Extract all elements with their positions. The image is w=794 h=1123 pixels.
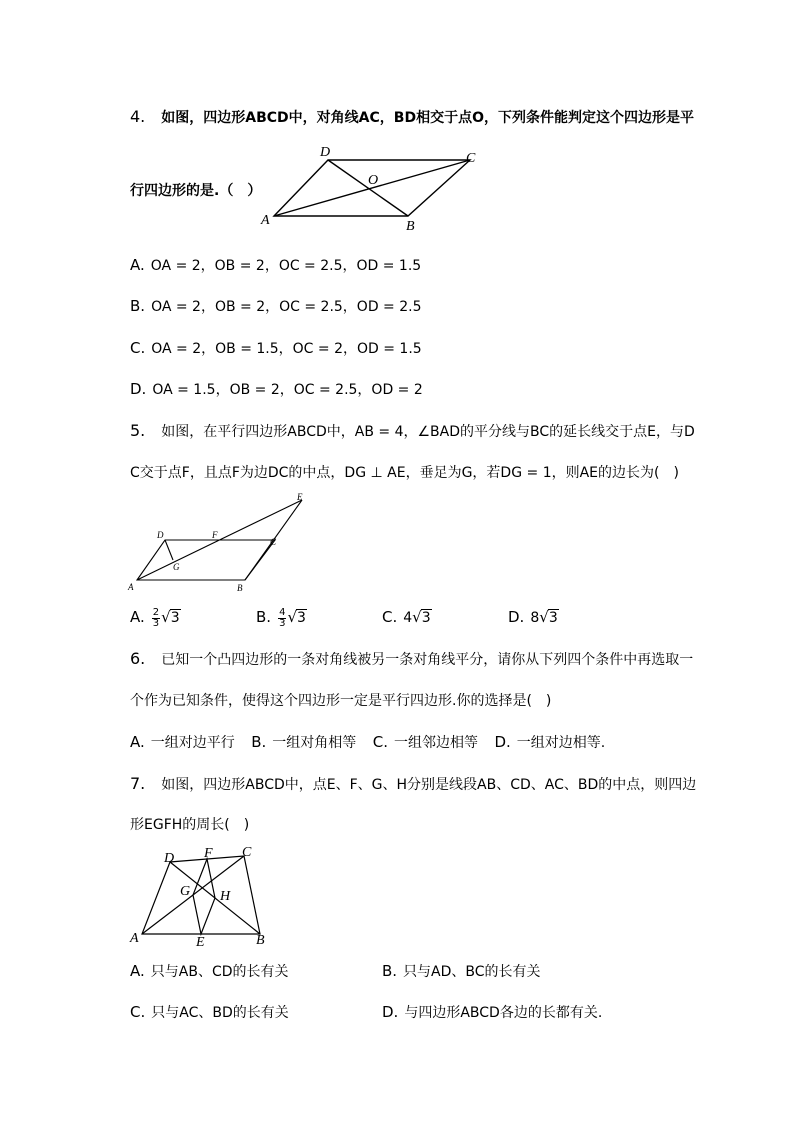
q7-option-c — [130, 1003, 289, 1022]
q4-label-B: B — [406, 219, 415, 234]
q4-stem-line1 — [130, 108, 694, 127]
q7-option-a-letter: A. — [130, 962, 145, 980]
q7-label-E: E — [196, 935, 205, 950]
q5-option-c-letter: C. — [382, 608, 398, 626]
q4-option-d — [130, 380, 423, 399]
q7-stem-line1 — [130, 775, 696, 794]
q5-text-2: C交于点F，且点F为边DC的中点，DG ⊥ AE，垂足为G，若DG = 1，则AE的边长为( ) — [130, 465, 679, 481]
q6-option-b-letter: B. — [251, 733, 267, 751]
q5-label-B: B — [237, 583, 243, 593]
q4-text-2: 行四边形的是.（ ） — [130, 183, 262, 199]
q7-label-A: A — [130, 931, 139, 946]
q6-option-a-letter: A. — [130, 733, 145, 751]
q7-label-C: C — [242, 845, 252, 860]
q4-text-1: 如图，四边形ABCD中，对角线AC，BD相交于点O，下列条件能判定这个四边形是平 — [161, 110, 694, 126]
q6-options-row — [130, 733, 605, 752]
q4-parallelogram-figure — [258, 144, 488, 234]
q4-diagonal-AC — [274, 160, 470, 216]
q5-option-d-radical-sign: √ — [539, 608, 549, 626]
q5-option-a — [130, 604, 181, 630]
q7-option-d-letter: D. — [382, 1003, 399, 1021]
q5-line-AE — [137, 500, 302, 580]
q7-option-c-letter: C. — [130, 1003, 146, 1021]
q7-quadrilateral-ABCD — [142, 856, 260, 934]
q4-option-c-letter: C. — [130, 339, 146, 357]
q4-option-c-text: OA = 2，OB = 1.5，OC = 2，OD = 1.5 — [151, 341, 422, 357]
q4-option-a-letter: A. — [130, 256, 145, 274]
q5-label-C: C — [270, 537, 277, 547]
q5-option-a-radical-sign: √ — [161, 608, 171, 626]
q6-option-c-text: 一组邻边相等 — [393, 735, 478, 751]
q4-option-a — [130, 256, 421, 275]
q4-stem-line2 — [130, 182, 261, 200]
q5-label-E: E — [297, 492, 303, 502]
q5-label-F: F — [212, 530, 218, 540]
q5-option-c-radicand: 3 — [421, 610, 431, 626]
q5-option-d-radicand: 3 — [548, 610, 558, 626]
q6-option-a-text: 一组对边平行 — [150, 735, 235, 751]
q4-number: 4. — [130, 107, 146, 126]
q7-option-d — [382, 1003, 602, 1022]
q6-option-d-letter: D. — [494, 733, 511, 751]
q5-stem-line2 — [130, 464, 679, 482]
q7-quadrilateral-figure — [126, 842, 281, 950]
q5-label-D: D — [157, 530, 164, 540]
q5-stem-line1 — [130, 422, 695, 441]
q7-quadrilateral-EGFH — [193, 859, 215, 934]
q6-number: 6. — [130, 649, 146, 668]
q5-number: 5. — [130, 421, 146, 440]
q5-option-c-radical-sign: √ — [412, 608, 422, 626]
q7-text-1: 如图，四边形ABCD中，点E、F、G、H分别是线段AB、CD、AC、BD的中点，则四边 — [161, 777, 697, 793]
q5-option-d-letter: D. — [508, 608, 525, 626]
q5-label-A: A — [128, 582, 134, 592]
q7-option-b — [382, 962, 541, 981]
q7-option-c-text: 只与AC、BD的长有关 — [151, 1005, 289, 1021]
q5-option-a-fraction — [152, 608, 160, 629]
q5-option-b-denominator: 3 — [279, 617, 286, 629]
q7-number: 7. — [130, 774, 146, 793]
q7-label-H: H — [220, 889, 231, 904]
q5-option-c — [382, 604, 432, 630]
q7-label-F: F — [204, 846, 213, 861]
q4-diagonal-BD — [328, 160, 408, 216]
q5-option-a-radicand: 3 — [170, 610, 180, 626]
q7-label-G: G — [180, 884, 191, 899]
q7-label-D: D — [164, 851, 175, 866]
q7-label-B: B — [256, 933, 265, 948]
q4-option-b-text: OA = 2，OB = 2，OC = 2.5，OD = 2.5 — [151, 299, 422, 315]
q5-option-d-coefficient: 8 — [530, 610, 540, 626]
q5-option-a-letter: A. — [130, 608, 145, 626]
q4-label-D: D — [320, 145, 331, 160]
q7-option-a — [130, 962, 289, 981]
q4-option-b — [130, 297, 422, 316]
q5-option-b-radical-sign: √ — [287, 608, 297, 626]
q5-option-c-coefficient: 4 — [403, 610, 413, 626]
q6-stem-line1 — [130, 650, 693, 669]
q7-stem-line2 — [130, 816, 249, 834]
q5-option-b-letter: B. — [256, 608, 272, 626]
q5-option-b-radicand: 3 — [297, 610, 306, 626]
q4-option-b-letter: B. — [130, 297, 146, 315]
q5-option-a-numerator: 2 — [152, 606, 160, 618]
q5-line-DG — [165, 540, 173, 560]
q6-option-b-text: 一组对角相等 — [272, 735, 357, 751]
q6-stem-line2 — [130, 692, 551, 710]
q5-parallelogram-figure — [125, 490, 315, 595]
q5-label-G: G — [173, 562, 180, 572]
q4-option-c — [130, 339, 422, 358]
q4-option-a-text: OA = 2，OB = 2，OC = 2.5，OD = 1.5 — [150, 258, 422, 274]
q7-option-b-letter: B. — [382, 962, 398, 980]
q6-text-2: 个作为已知条件，使得这个四边形一定是平行四边形.你的选择是( ) — [130, 693, 552, 709]
q5-option-d — [508, 604, 559, 630]
q7-option-a-text: 只与AB、CD的长有关 — [150, 964, 289, 980]
q5-option-b-numerator: 4 — [279, 606, 286, 618]
q5-option-b-fraction — [278, 608, 286, 629]
q6-option-d-text: 一组对边相等. — [516, 735, 606, 751]
q6-text-1: 已知一个凸四边形的一条对角线被另一条对角线平分，请你从下列四个条件中再选取一 — [161, 652, 694, 668]
q7-option-d-text: 与四边形ABCD各边的长都有关. — [404, 1005, 603, 1021]
q4-option-d-letter: D. — [130, 380, 147, 398]
q4-label-A: A — [261, 213, 270, 228]
q5-option-b — [256, 604, 307, 630]
q6-option-c-letter: C. — [372, 733, 388, 751]
q4-label-C: C — [466, 151, 476, 166]
q4-label-O: O — [368, 173, 379, 188]
q4-option-d-text: OA = 1.5，OB = 2，OC = 2.5，OD = 2 — [152, 382, 423, 398]
q7-text-2: 形EGFH的周长( ) — [130, 817, 250, 833]
q5-text-1: 如图，在平行四边形ABCD中，AB = 4，∠BAD的平分线与BC的延长线交于点E，与D — [161, 424, 695, 440]
q7-option-b-text: 只与AD、BC的长有关 — [403, 964, 541, 980]
q5-option-a-denominator: 3 — [152, 617, 160, 629]
